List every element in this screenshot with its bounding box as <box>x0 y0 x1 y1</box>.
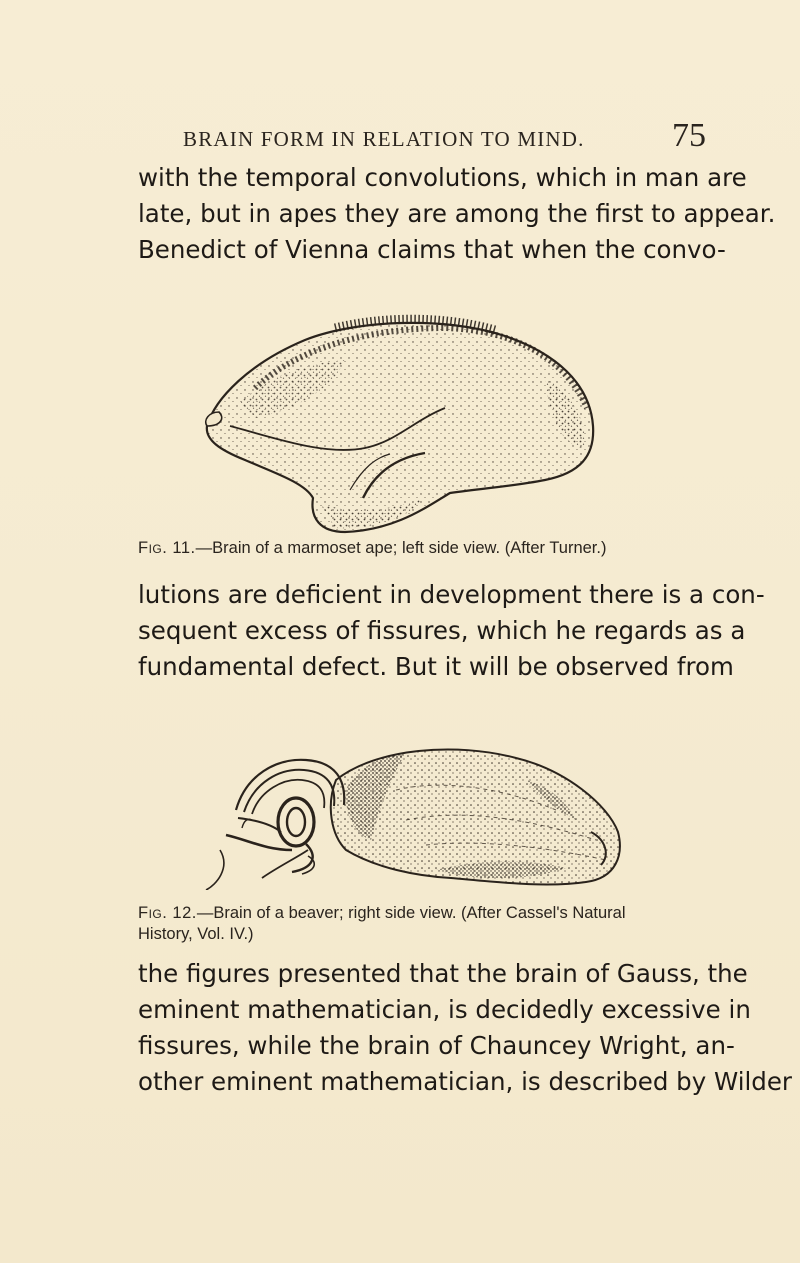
caption-text: —Brain of a beaver; right side view. (After Cassel's Natural <box>196 904 626 922</box>
text-line: sequent excess of fissures, which he regards as a <box>138 616 746 645</box>
caption-text-line-2: History, Vol. IV.) <box>138 925 254 943</box>
paragraph-1 <box>138 160 776 268</box>
paragraph-3 <box>138 956 792 1100</box>
caption-text: —Brain of a marmoset ape; left side view. (After Turner.) <box>195 539 607 557</box>
running-head: BRAIN FORM IN RELATION TO MIND. <box>183 127 585 151</box>
text-line: other eminent mathematician, is described by Wilder <box>138 1067 792 1096</box>
text-line: lutions are deficient in development there is a con- <box>138 580 765 609</box>
text-line: Benedict of Vienna claims that when the convo- <box>138 235 726 264</box>
text-line: fundamental defect. But it will be observed from <box>138 652 734 681</box>
figure-label: Fig. 11. <box>138 539 196 557</box>
paragraph-2 <box>138 577 765 685</box>
text-line: the figures presented that the brain of Gauss, the <box>138 959 748 988</box>
beaver-brain-illustration <box>196 740 636 890</box>
text-line: with the temporal convolutions, which in man are <box>138 163 747 192</box>
text-line: late, but in apes they are among the first to appear. <box>138 199 776 228</box>
page-number: 75 <box>672 117 706 154</box>
marmoset-brain-illustration <box>195 308 605 540</box>
figure-11-caption <box>138 539 606 558</box>
figure-12-caption <box>138 903 626 945</box>
text-line: eminent mathematician, is decidedly excessive in <box>138 995 751 1024</box>
figure-label: Fig. 12. <box>138 904 197 922</box>
text-line: fissures, while the brain of Chauncey Wright, an- <box>138 1031 735 1060</box>
